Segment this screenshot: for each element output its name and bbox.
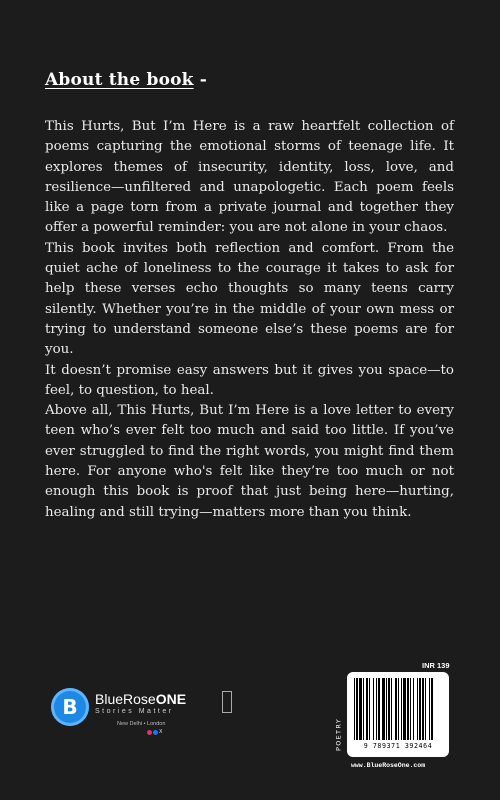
x-icon: X — [159, 729, 163, 735]
publisher-cities: New Delhi • London — [117, 721, 166, 727]
logo-letter: B — [62, 695, 78, 719]
publisher-logo — [51, 688, 231, 738]
about-heading — [45, 70, 207, 90]
description-paragraph: It doesn’t promise easy answers but it gives you space—to feel, to question, to heal. — [45, 362, 454, 398]
description-paragraph: Above all, This Hurts, But I’m Here is a love letter to every teen who’s ever felt too much and said too little. If you’ve ever struggled to find the right words, you might find them here. For anyone who's felt like they’re too much or not enough this book is proof that just being here—hurting, healing and still trying—matters more than you think. — [45, 403, 454, 520]
price-label: INR 139 — [422, 661, 450, 670]
genre-label: POETRY — [334, 718, 343, 752]
publisher-website: www.BlueRoseOne.com — [351, 762, 426, 769]
instagram-icon — [147, 730, 152, 735]
barcode-graphic — [354, 678, 442, 740]
brand-main: BlueRose — [95, 691, 156, 707]
about-title-suffix: - — [193, 70, 208, 90]
description-paragraph: This book invites both reflection and comfort. From the quiet ache of loneliness to the courage it takes to ask for help these verses echo thoughts so many teens carry silently. Whether you’re in the middle of your own mess or trying to understand someone else’s these poems are for you. — [45, 240, 454, 358]
social-icons — [147, 730, 162, 736]
brand-one: ONE — [155, 691, 187, 707]
publisher-tagline: Stories Matter — [95, 708, 174, 715]
isbn-barcode — [347, 672, 449, 757]
brand-badge — [222, 691, 232, 713]
book-description — [45, 117, 454, 523]
bluerose-logo-icon — [51, 688, 89, 726]
isbn-number: 9 789371 392464 — [363, 742, 433, 750]
description-paragraph: This Hurts, But I’m Here is a raw heartfelt collection of poems capturing the emotional storms of teenage life. It explores themes of insecurity, identity, loss, love, and resilience—unfiltered and unapologetic. Each poem feels like a page torn from a private journal and together they offer a powerful reminder: you are not alone in your chaos. — [45, 119, 454, 236]
publisher-name — [95, 691, 186, 707]
about-title: About the book — [45, 70, 194, 90]
facebook-icon — [153, 730, 158, 735]
